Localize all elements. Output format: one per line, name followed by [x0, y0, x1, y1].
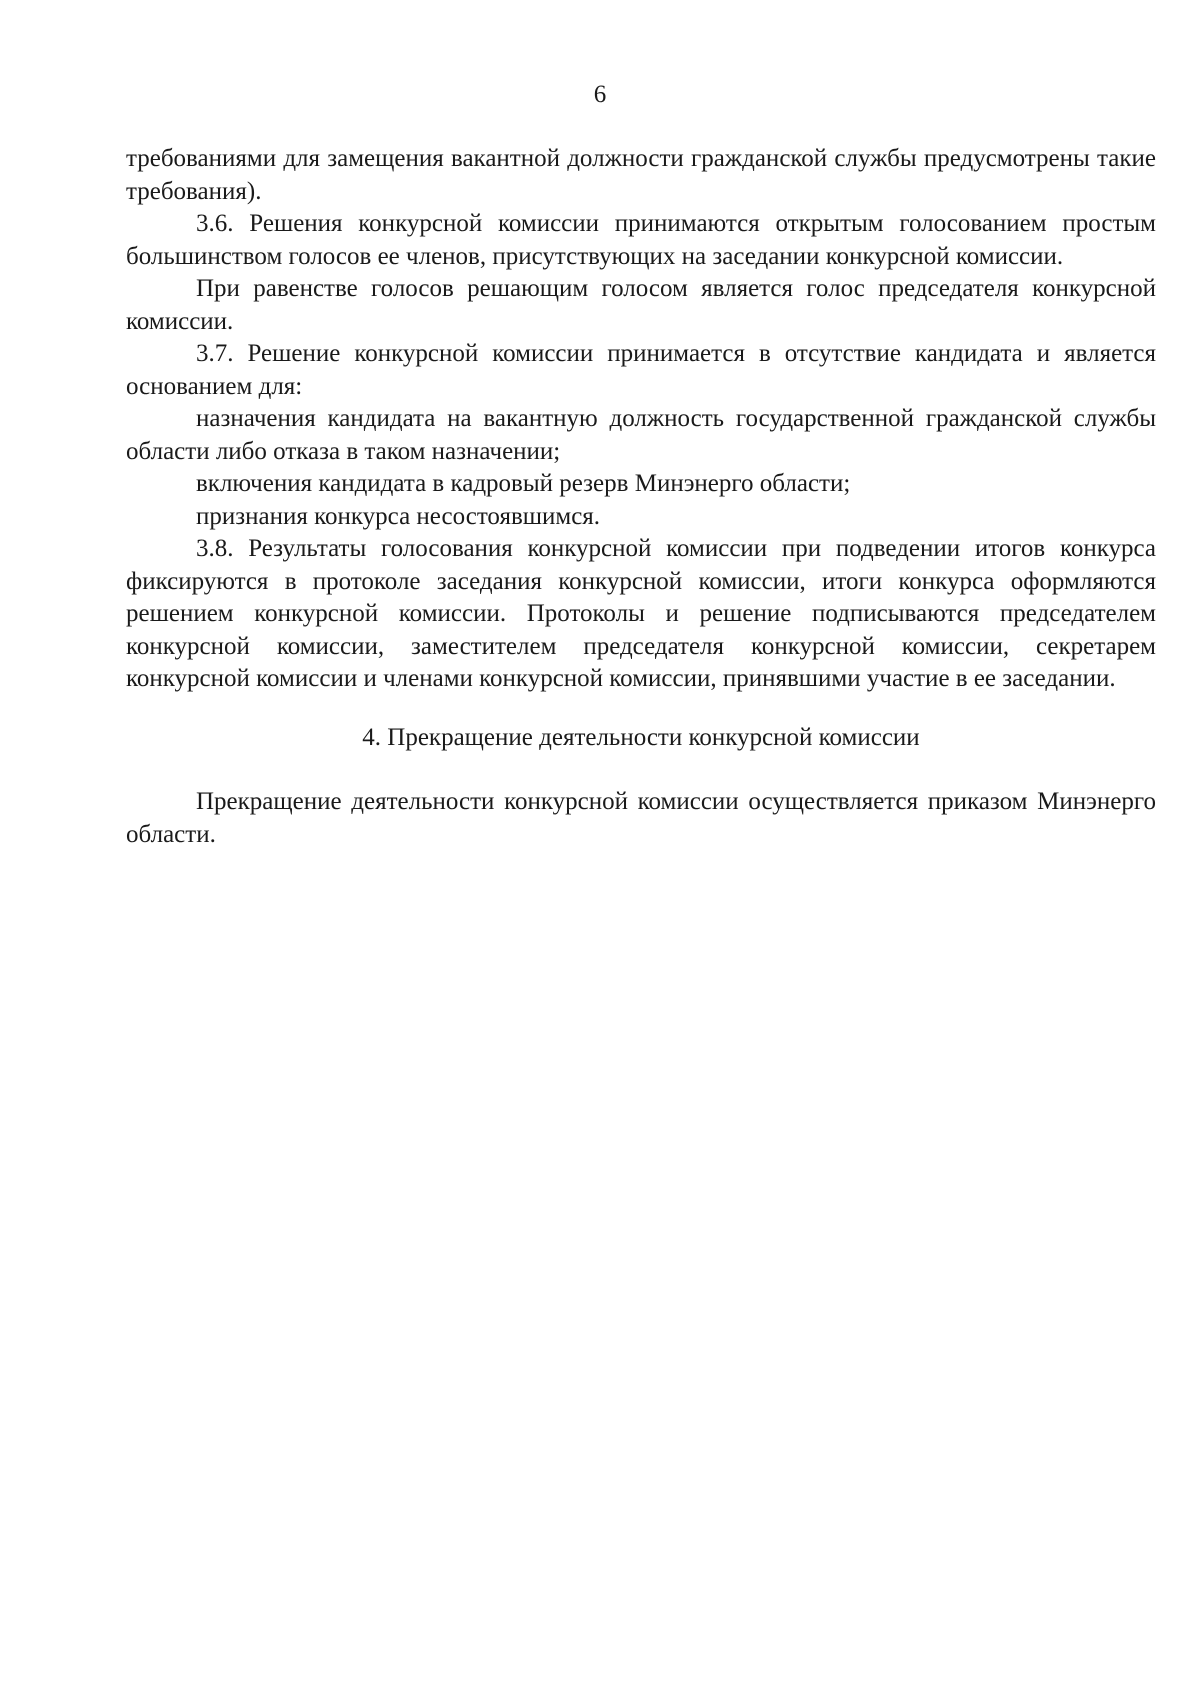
paragraph-3-7: 3.7. Решение конкурсной комиссии принимается в отсутствие кандидата и является основанием для: — [126, 340, 1156, 400]
paragraph-3-6: 3.6. Решения конкурсной комиссии принимаются открытым голосованием простым большинством голосов ее членов, присутствующих на заседании конкурсной комиссии. — [126, 210, 1156, 270]
paragraph-termination: Прекращение деятельности конкурсной комиссии осуществляется приказом Минэнерго области. — [126, 788, 1156, 848]
list-item-appointment: назначения кандидата на вакантную должность государственной гражданской службы области либо отказа в таком назначении; — [126, 405, 1156, 465]
document-body — [126, 143, 1156, 851]
list-item-failed-contest: признания конкурса несостоявшимся. — [196, 502, 601, 530]
paragraph-continuation: требованиями для замещения вакантной должности гражданской службы предусмотрены такие требования). — [126, 145, 1156, 205]
paragraph-tie-vote: При равенстве голосов решающим голосом является голос председателя конкурсной комиссии. — [126, 275, 1156, 335]
section-heading: 4. Прекращение деятельности конкурсной комиссии — [362, 723, 920, 751]
list-item-reserve: включения кандидата в кадровый резерв Минэнерго области; — [196, 470, 851, 497]
page-number: 6 — [593, 81, 607, 108]
paragraph-3-8: 3.8. Результаты голосования конкурсной комиссии при подведении итогов конкурса фиксируются в протоколе заседания конкурсной комиссии, итоги конкурса оформляются решением конкурсной комиссии. Протоколы и решение подписываются председателем конкурсной комиссии, заместителем председателя конкурсной комиссии, секретарем конкурсной комиссии и членами конкурсной комиссии, принявшими участие в ее заседании. — [126, 535, 1156, 692]
